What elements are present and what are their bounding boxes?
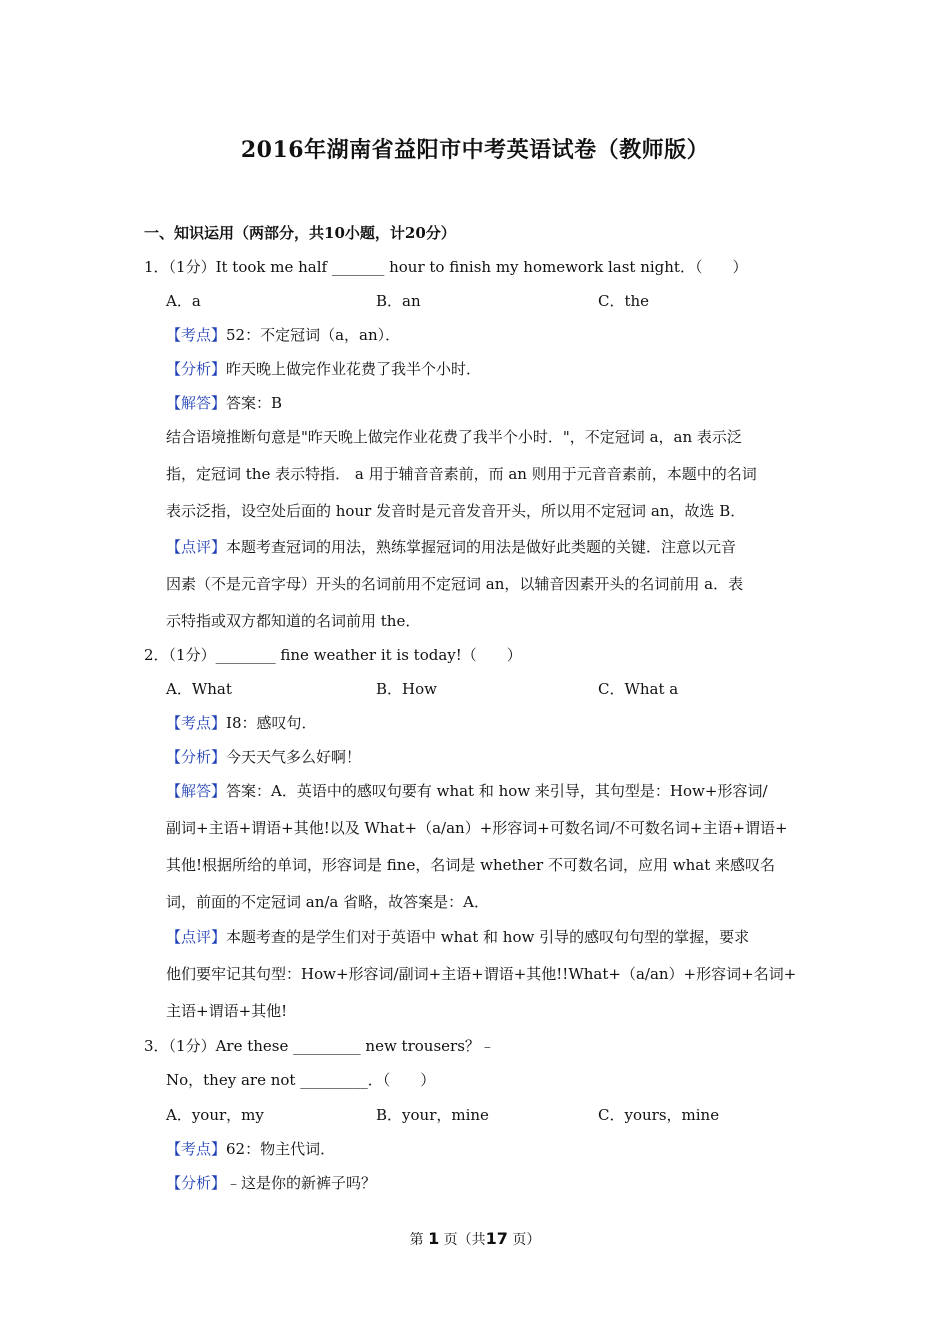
- q1-dianping-line-2: 因素（不是元音字母）开头的名词前用不定冠词 an，以辅音因素开头的名词前用 a．表: [166, 575, 744, 593]
- footer-prefix: 第: [409, 1232, 424, 1248]
- fenxi-tag: 【分析】: [166, 748, 227, 766]
- q2-kaodian: [166, 713, 317, 733]
- q1-option-b: B．an: [376, 292, 421, 310]
- q1-explain-line-2: 指，定冠词 the 表示特指． a 用于辅音音素前，而 an 则用于元音音素前，本题中的名词: [166, 465, 757, 483]
- q3-option-a: A．your，my: [166, 1106, 264, 1124]
- q1-dianping-line-3: 示特指或双方都知道的名词前用 the．: [166, 612, 421, 630]
- page-footer: [0, 1229, 950, 1249]
- fenxi-text: 今天天气多么好啊！: [226, 748, 362, 766]
- fenxi-text: 昨天晚上做完作业花费了我半个小时．: [226, 360, 482, 378]
- q1-jieda: [166, 393, 282, 413]
- q2-dianping-line-1: [166, 927, 749, 947]
- q2-fenxi: [166, 747, 361, 767]
- jieda-text: 答案：B: [226, 394, 283, 412]
- dianping-tag: 【点评】: [166, 928, 227, 946]
- page-title: 2016年湖南省益阳市中考英语试卷（教师版）: [240, 137, 710, 163]
- kaodian-text: I8：感叹句．: [226, 714, 317, 732]
- jieda-tag: 【解答】: [166, 782, 227, 800]
- q2-dianping-line-3: 主语+谓语+其他!: [166, 1002, 288, 1020]
- kaodian-text: 62：物主代词．: [226, 1140, 336, 1158]
- footer-suffix: 页）: [512, 1232, 541, 1248]
- fenxi-tag: 【分析】: [166, 1174, 227, 1192]
- q2-jieda-line-3: 其他!根据所给的单词，形容词是 fine，名词是 whether 不可数名词，应用 what 来感叹名: [166, 856, 775, 874]
- question-3-stem: 3．（1分）Are these _________ new trousers？﹣: [144, 1037, 495, 1055]
- q1-dianping-line-1: [166, 537, 736, 557]
- dianping-text: 本题考查的是学生们对于英语中 what 和 how 引导的感叹句句型的掌握，要求: [226, 928, 750, 946]
- q3-option-c: C．yours，mine: [598, 1106, 720, 1124]
- q1-option-a: A．a: [166, 292, 201, 310]
- q2-jieda-line-2: 副词+主语+谓语+其他!以及 What+（a/an）+形容词+可数名词/不可数名词+主语+谓语+: [166, 819, 788, 837]
- current-page-number: 1: [428, 1229, 440, 1248]
- question-2-stem: 2．（1分）________ fine weather it is today!（ ）: [144, 646, 522, 664]
- kaodian-tag: 【考点】: [166, 326, 227, 344]
- jieda-text: 答案：A．英语中的感叹句要有 what 和 how 来引导，其句型是：How+形容词/: [226, 782, 768, 800]
- total-page-count: 17: [485, 1229, 508, 1248]
- q2-jieda-line-1: [166, 781, 768, 801]
- fenxi-tag: 【分析】: [166, 360, 227, 378]
- q1-explain-line-3: 表示泛指，设空处后面的 hour 发音时是元音发音开头，所以用不定冠词 an，故选 B．: [166, 502, 746, 520]
- fenxi-text: ﹣这是你的新裤子吗？: [226, 1174, 377, 1192]
- q3-kaodian: [166, 1139, 335, 1159]
- question-1-stem: 1．（1分）It took me half _______ hour to finish my homework last night．（ ）: [144, 258, 748, 276]
- q2-option-b: B．How: [376, 680, 437, 698]
- q2-dianping-line-2: 他们要牢记其句型：How+形容词/副词+主语+谓语+其他!!What+（a/an）+形容词+名词+: [166, 965, 797, 983]
- q1-explain-line-1: 结合语境推断句意是"昨天晚上做完作业花费了我半个小时．"，不定冠词 a，an 表示泛: [166, 428, 742, 446]
- q2-jieda-line-4: 词，前面的不定冠词 an/a 省略，故答案是：A．: [166, 893, 489, 911]
- kaodian-tag: 【考点】: [166, 1140, 227, 1158]
- dianping-tag: 【点评】: [166, 538, 227, 556]
- kaodian-text: 52：不定冠词（a，an）．: [226, 326, 401, 344]
- q3-fenxi: [166, 1173, 376, 1193]
- q3-option-b: B．your，mine: [376, 1106, 489, 1124]
- q2-option-a: A．What: [166, 680, 232, 698]
- q1-fenxi: [166, 359, 481, 379]
- question-3-stem-continued: No，they are not _________．（ ）: [166, 1071, 436, 1089]
- kaodian-tag: 【考点】: [166, 714, 227, 732]
- footer-middle: 页（共: [443, 1232, 486, 1248]
- q1-kaodian: [166, 325, 400, 345]
- section-heading: 一、知识运用（两部分，共10小题，计20分）: [144, 224, 456, 242]
- q1-option-c: C．the: [598, 292, 650, 310]
- jieda-tag: 【解答】: [166, 394, 227, 412]
- q2-option-c: C．What a: [598, 680, 679, 698]
- dianping-text: 本题考查冠词的用法，熟练掌握冠词的用法是做好此类题的关键．注意以元音: [226, 538, 737, 556]
